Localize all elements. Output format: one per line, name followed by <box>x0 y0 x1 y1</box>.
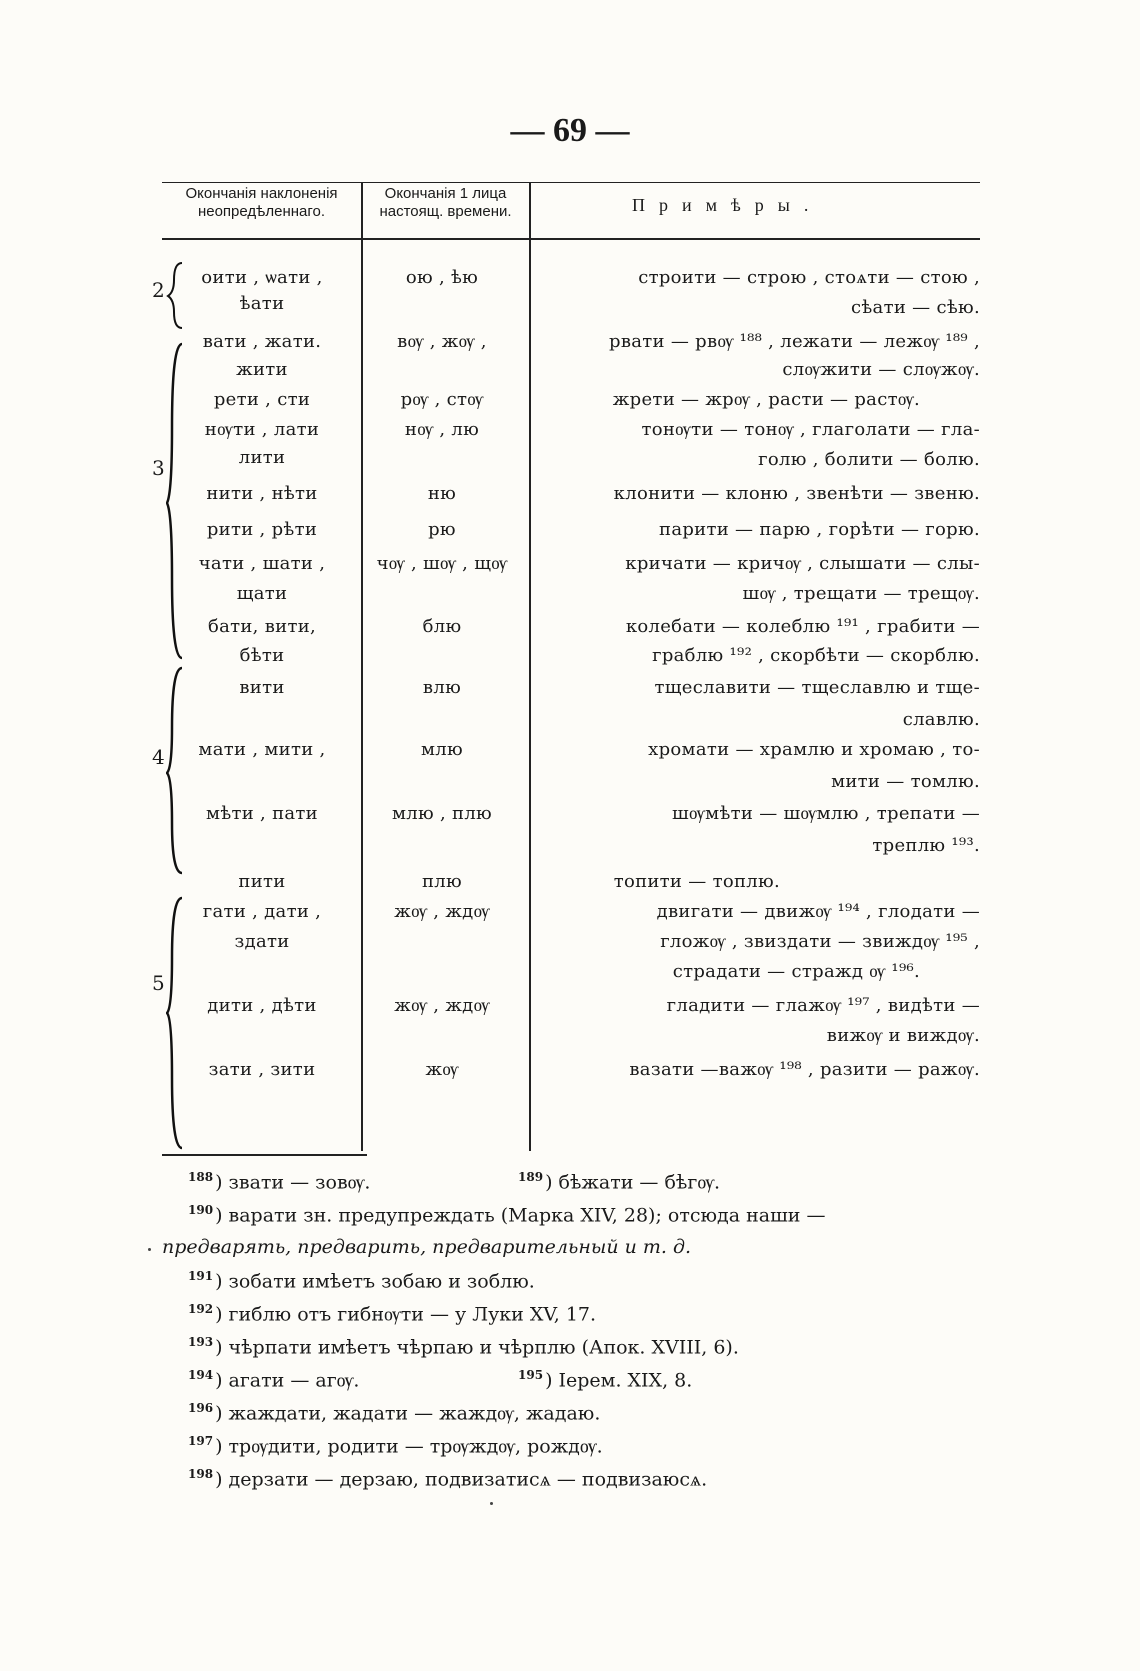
ending-infinitive: мѣти , пати <box>206 803 318 824</box>
example-line: клонити — клоню , звенѣти — звеню. <box>613 483 980 504</box>
footnote: $^{193}$ ) чѣрпати имѣетъ чѣрпаю и чѣрплю (Апок. XVIII, 6). <box>188 1335 739 1359</box>
group-number: 2 <box>152 278 165 302</box>
ending-present: нѹ , лю <box>404 419 480 440</box>
example-line: граблю ¹⁹² , скорбѣти — скорблю. <box>652 645 980 666</box>
ending-present: рю <box>428 519 456 540</box>
group-number: 5 <box>152 971 165 995</box>
footnote: $^{188}$ ) звати — зовѹ. <box>188 1170 371 1194</box>
ending-infinitive: гати , дати , <box>202 901 322 922</box>
example-line: вижѹ и виждѹ. <box>826 1025 980 1046</box>
example-line: страдати — стражд ѹ ¹⁹⁶. <box>672 961 920 982</box>
ending-present: плю <box>421 871 462 892</box>
example-line: сѣати — сѣю. <box>851 297 980 318</box>
example-line: жрети — жрѹ , расти — растѹ. <box>612 389 920 410</box>
footnote: $^{191}$ ) зобати имѣетъ зобаю и зоблю. <box>188 1269 535 1293</box>
ending-infinitive: пити <box>238 871 286 892</box>
ending-infinitive: дити , дѣти <box>207 995 317 1016</box>
example-line: гложѹ , звиздати — звиждѹ ¹⁹⁵ , <box>660 931 980 952</box>
ending-infinitive: чати , шати , <box>198 553 326 574</box>
ending-present: жѹ <box>425 1059 459 1080</box>
ending-infinitive: щати <box>236 583 288 604</box>
ending-present: чѹ , шѹ , щѹ <box>376 553 508 574</box>
example-line: кричати — кричѹ , слышати — слы- <box>625 553 980 574</box>
ending-present: влю <box>422 677 462 698</box>
example-line: шѹ , трещати — трещѹ. <box>742 583 980 604</box>
footnote: $^{198}$ ) дерзати — дерзаю, подвизатисѧ — подвизаюсѧ. <box>188 1467 708 1491</box>
footnote: $^{195}$ ) Iерем. XIX, 8. <box>518 1368 693 1392</box>
example-line: вазати —важѹ ¹⁹⁸ , разити — ражѹ. <box>629 1059 980 1080</box>
ending-present: жѹ , ждѹ <box>394 901 490 922</box>
example-line: двигати — движѹ ¹⁹⁴ , глодати — <box>656 901 980 922</box>
example-line: шѹмѣти — шѹмлю , трепати — <box>671 803 980 824</box>
example-line: рвати — рвѹ ¹⁸⁸ , лежати — лежѹ ¹⁸⁹ , <box>609 331 980 352</box>
ending-present: вѹ , жѹ , <box>397 331 487 352</box>
footnote: $^{197}$ ) трѹдити, родити — трѹждѹ, рождѹ. <box>188 1434 603 1458</box>
ending-present: жѹ , ждѹ <box>394 995 490 1016</box>
ending-present: рѹ , стѹ <box>400 389 484 410</box>
ending-infinitive: лити <box>238 447 286 468</box>
print-speck <box>490 1502 493 1505</box>
footnote: $^{189}$ ) бѣжати — бѣгѹ. <box>518 1170 721 1194</box>
group-number: 3 <box>152 456 165 480</box>
ending-infinitive: оити , ѡати , <box>201 267 323 288</box>
ending-infinitive: нити , нѣти <box>206 483 318 504</box>
example-line: треплю ¹⁹³. <box>872 835 980 856</box>
ending-infinitive: рети , сти <box>213 389 311 410</box>
example-line: строити — строю , стоѧти — стою , <box>638 267 980 288</box>
footnote: $^{190}$ ) варати зн. предупреждать (Марка XIV, 28); отсюда наши — <box>188 1203 826 1227</box>
footnote: $^{192}$ ) гиблю отъ гибнѹти — у Луки XV, 17. <box>188 1302 597 1326</box>
group-number: 4 <box>152 745 165 769</box>
ending-infinitive: нѹти , лати <box>204 419 320 440</box>
ending-infinitive: зати , зити <box>208 1059 316 1080</box>
example-line: топити — топлю. <box>613 871 780 892</box>
footnote-rule <box>162 1154 367 1156</box>
ending-infinitive: жити <box>236 359 288 380</box>
header-col2: Окончанія 1 лица настоящ. времени. <box>379 185 512 220</box>
ending-infinitive: вати , жати. <box>202 331 322 352</box>
footnote: $^{194}$ ) агати — агѹ. <box>188 1368 360 1392</box>
example-line: тонѹти — тонѹ , глаголати — гла- <box>641 419 980 440</box>
example-line: слѹжити — слѹжѹ. <box>782 359 980 380</box>
ending-infinitive: мати , мити , <box>198 739 326 760</box>
example-line: голю , болити — болю. <box>758 449 980 470</box>
footnote: $^{196}$ ) жаждати, жадати — жаждѹ, жадаю. <box>188 1401 601 1425</box>
header-col3: Примѣры. <box>632 195 823 215</box>
ending-infinitive: бѣти <box>239 645 285 666</box>
conjugation-table <box>152 182 980 1151</box>
ending-infinitive: ѣати <box>239 293 285 314</box>
example-line: славлю. <box>902 709 980 730</box>
example-line: гладити — глажѹ ¹⁹⁷ , видѣти — <box>666 995 980 1016</box>
ending-infinitive: вити <box>239 677 285 698</box>
ending-present: ню <box>427 483 457 504</box>
ending-present: млю <box>420 739 463 760</box>
page-number: — 69 — <box>510 112 630 149</box>
footnote-continuation: предварять, предварить, предварительный и т. д. <box>162 1236 692 1258</box>
print-speck <box>148 1248 151 1251</box>
example-line: колебати — колеблю ¹⁹¹ , грабити — <box>625 616 980 637</box>
example-line: парити — парю , горѣти — горю. <box>659 519 980 540</box>
ending-infinitive: здати <box>234 931 290 952</box>
ending-infinitive: рити , рѣти <box>206 519 318 540</box>
header-rule <box>162 238 980 240</box>
example-line: мити — томлю. <box>831 771 980 792</box>
ending-present: блю <box>422 616 462 637</box>
example-line: тщеславити — тщеславлю и тще- <box>654 677 980 698</box>
example-line: хромати — храмлю и хромаю , то- <box>648 739 980 760</box>
ending-present: ою , ѣю <box>405 267 479 288</box>
ending-infinitive: бати, вити, <box>207 616 317 637</box>
header-col1: Окончанія наклоненія неопредѣленнаго. <box>185 185 338 220</box>
ending-present: млю , плю <box>391 803 493 824</box>
